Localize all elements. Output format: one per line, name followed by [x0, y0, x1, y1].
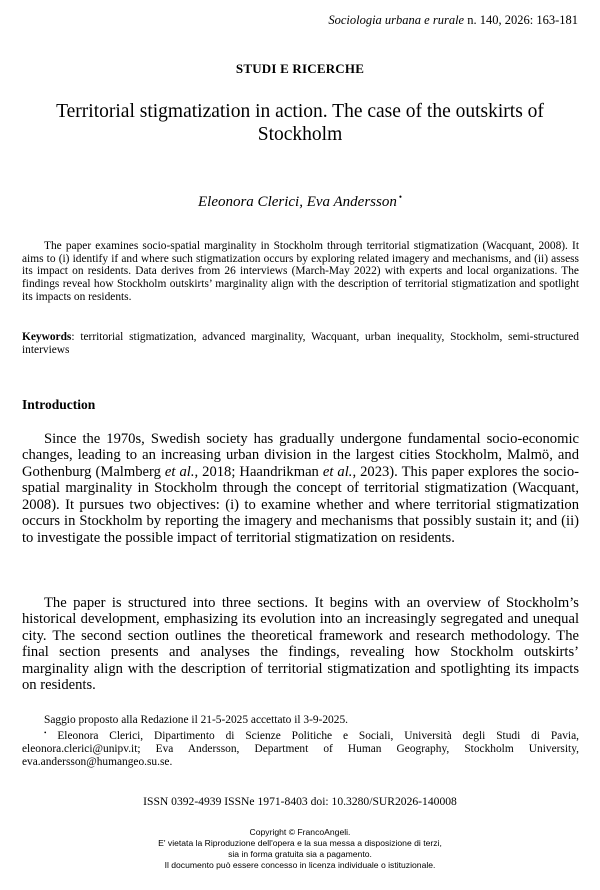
copyright-line-1: Copyright © FrancoAngeli. [249, 827, 351, 837]
introduction-heading: Introduction [22, 397, 96, 412]
copyright-line-3: sia in forma gratuita sia a pagamento. [228, 849, 372, 859]
copyright-line-2: E' vietata la Riproduzione dell'opera e la sua messa a disposizione di terzi, [158, 838, 442, 848]
author-names: Eleonora Clerici, Eva Andersson [197, 194, 397, 210]
issn-doi-line: ISSN 0392-4939 ISSNe 1971-8403 doi: 10.3280/SUR2026-140008 [143, 795, 457, 808]
author-note-marker: • [398, 192, 403, 202]
p1-text-a: Since the 1970s, Swedish society has gradually undergone fundamental socio-economic changes, leading to an increasing urban division in the largest cities Stockholm, Malmö, and Gothenburg (Malmberg [22, 431, 579, 480]
affiliation-marker: • [44, 729, 47, 737]
affiliation-text: Eleonora Clerici, Dipartimento di Scienze Politiche e Sociali, Università degli Studi di Pavia, eleonora.clerici@unipv.it; Eva Andersson, Department of Human Geography, Stockholm University, eva.andersson@humangeo.su.se. [22, 730, 579, 768]
copyright-notice [0, 827, 600, 871]
submission-note: Saggio proposto alla Redazione il 21-5-2025 accettato il 3-9-2025. [44, 714, 348, 726]
keywords-label: Keywords [22, 331, 72, 343]
affiliation-note [22, 727, 579, 769]
keywords-list: : territorial stigmatization, advanced marginality, Wacquant, urban inequality, Stockholm, semi-structured interviews [22, 331, 579, 356]
article-title: Territorial stigmatization in action. The case of the outskirts of Stockholm [56, 101, 544, 145]
introduction-paragraph-2: The paper is structured into three sections. It begins with an overview of Stockholm’s historical development, emphasizing its evolution into an increasingly segregated and unequal city. The second section outlines the theoretical framework and research methodology. The final section presents and analyses the findings, revealing how Stockholm outskirts’ marginality align with the description of territorial stigmatization and spotlighting its impacts on residents. [22, 595, 579, 694]
journal-name: Sociologia urbana e rurale [328, 13, 465, 27]
abstract-text: The paper examines socio-spatial marginality in Stockholm through territorial stigmatization (Wacquant, 2008). It aims to (i) identify if and where such stigmatization occurs by exploring related imagery and mechanisms, and (ii) assess its impact on residents. Data derives from 26 interviews (March-May 2022) with experts and local organizations. The findings reveal how Stockholm outskirts’ marginality align with the description of territorial stigmatization and spotlight its impacts on residents. [22, 240, 579, 303]
section-heading: STUDI E RICERCHE [235, 61, 365, 76]
p1-etal-2: et al. [322, 463, 353, 480]
journal-issue: n. 140, 2026: 163-181 [467, 13, 578, 27]
keywords-line [22, 331, 579, 356]
p1-text-c: , 2023). This paper explores the socio-spatial marginality in Stockholm through the concept of territorial stigmatization (Wacquant, 2008). It pursues two objectives: (i) to examine whether and where territorial stigmatization occurs in Stockholm by reporting the imagery and mechanisms that possibly sustain it; and (ii) to investigate the possible impact of territorial stigmatization on residents. [22, 463, 579, 546]
article-authors [0, 192, 600, 211]
copyright-line-4: Il documento può essere concesso in licenza individuale o istituzionale. [164, 860, 436, 870]
introduction-paragraph-1 [22, 431, 579, 546]
journal-citation [328, 13, 578, 28]
p1-etal-1: et al. [164, 463, 195, 480]
p1-text-b: , 2018; Haandrikman [194, 463, 323, 480]
